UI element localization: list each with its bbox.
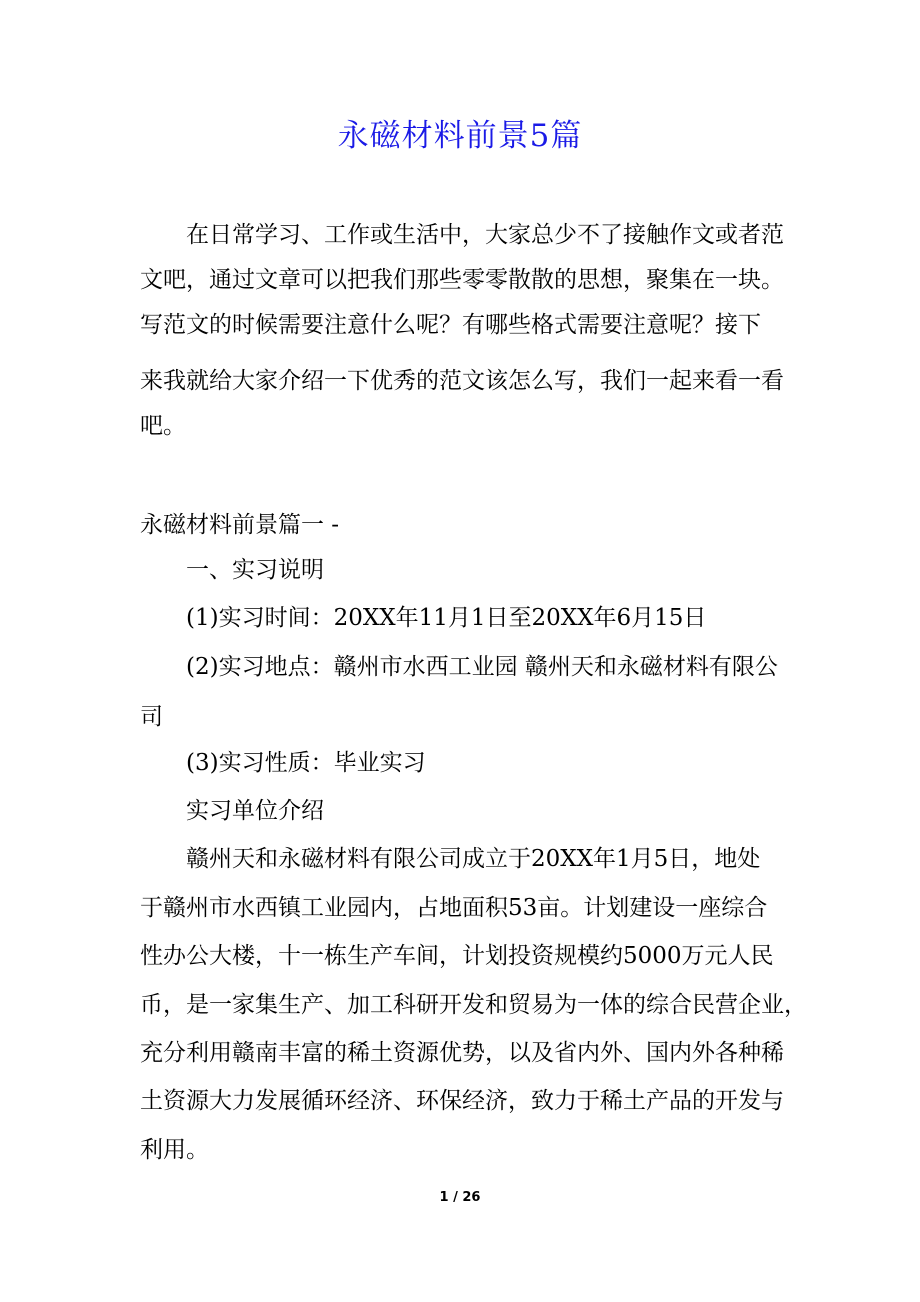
company-line-7: 利用。 bbox=[140, 1137, 209, 1163]
subheading-internship: 一、实习说明 bbox=[186, 557, 324, 583]
company-line-4: 币，是一家集生产、加工科研开发和贸易为一体的综合民营企业， bbox=[140, 992, 807, 1018]
intro-line-1: 在日常学习、工作或生活中，大家总少不了接触作文或者范 bbox=[186, 222, 784, 248]
intro-line-5: 吧。 bbox=[140, 413, 186, 439]
company-line-6: 土资源大力发展循环经济、环保经济，致力于稀土产品的开发与 bbox=[140, 1088, 784, 1114]
intro-line-2: 文吧，通过文章可以把我们那些零零散散的思想，聚集在一块。 bbox=[140, 267, 784, 293]
internship-time: (1)实习时间：20XX年11月1日至20XX年6月15日 bbox=[186, 605, 707, 631]
company-line-2: 于赣州市水西镇工业园内，占地面积53亩。计划建设一座综合 bbox=[140, 895, 768, 921]
page-number: 1 / 26 bbox=[439, 1190, 481, 1205]
intro-line-4: 来我就给大家介绍一下优秀的范文该怎么写，我们一起来看一看 bbox=[140, 368, 784, 394]
internship-location-cont: 司 bbox=[140, 704, 163, 730]
internship-nature: (3)实习性质：毕业实习 bbox=[186, 750, 426, 776]
company-line-5: 充分利用赣南丰富的稀土资源优势，以及省内外、国内外各种稀 bbox=[140, 1040, 784, 1066]
page-title: 永磁材料前景5篇 bbox=[337, 118, 583, 154]
company-intro-heading: 实习单位介绍 bbox=[186, 798, 324, 824]
section-heading: 永磁材料前景篇一 - bbox=[140, 512, 340, 538]
intro-line-3: 写范文的时候需要注意什么呢？有哪些格式需要注意呢？接下 bbox=[140, 312, 761, 338]
company-line-3: 性办公大楼，十一栋生产车间，计划投资规模约5000万元人民 bbox=[140, 943, 774, 969]
internship-location: (2)实习地点：赣州市水西工业园 赣州天和永磁材料有限公 bbox=[186, 654, 778, 680]
company-line-1: 赣州天和永磁材料有限公司成立于20XX年1月5日，地处 bbox=[186, 846, 761, 872]
